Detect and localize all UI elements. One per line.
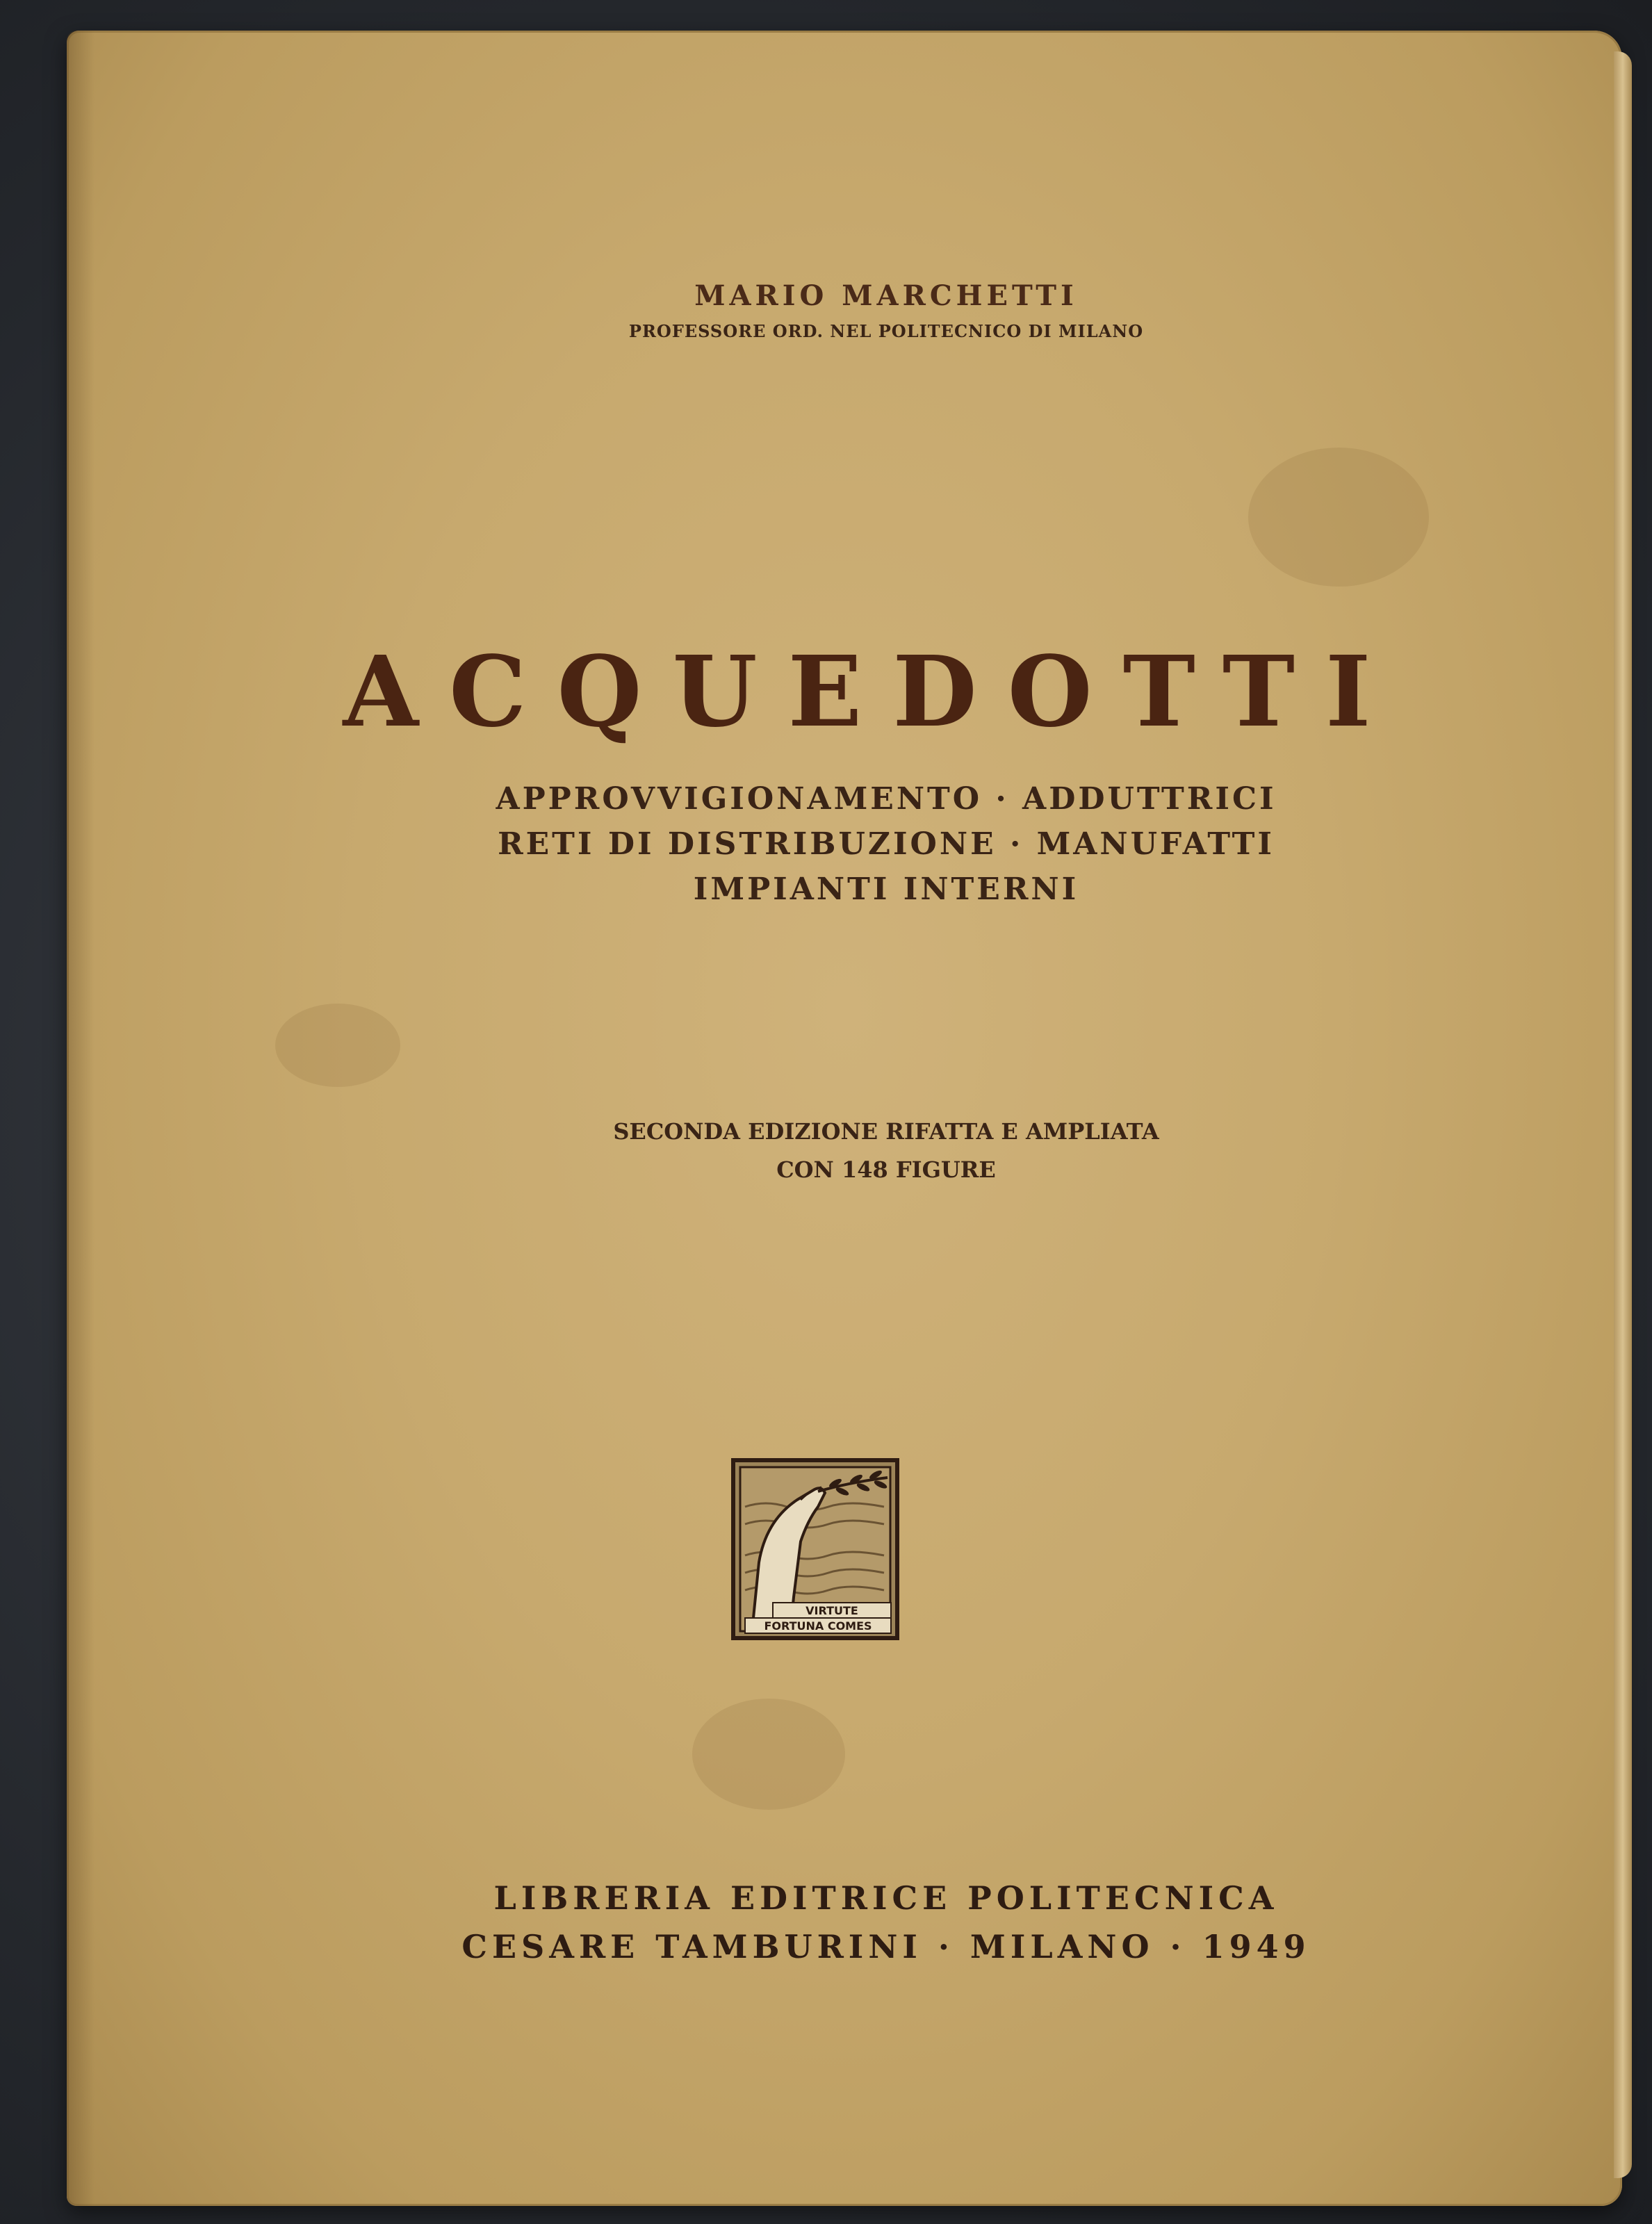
subtitle-line: RETI DI DISTRIBUZIONE · MANUFATTI [498, 826, 1275, 862]
edition-line: CON 148 FIGURE [776, 1156, 996, 1183]
paper-stain [1248, 448, 1429, 587]
book-title: ACQUEDOTTI [343, 635, 1402, 749]
book-cover [67, 31, 1622, 2206]
hand-holding-laurel-emblem-icon [731, 1458, 899, 1640]
subtitle-line: IMPIANTI INTERNI [693, 872, 1079, 907]
page-edge [1614, 51, 1632, 2178]
spine-shadow [67, 31, 95, 2206]
emblem-motto-line: FORTUNA COMES [764, 1619, 872, 1633]
emblem-motto-line: VIRTUTE [805, 1604, 858, 1617]
paper-stain [692, 1699, 845, 1810]
author-affiliation: PROFESSORE ORD. NEL POLITECNICO DI MILANO [628, 321, 1144, 341]
subtitle-line: APPROVVIGIONAMENTO · ADDUTTRICI [496, 781, 1277, 817]
edition-line: SECONDA EDIZIONE RIFATTA E AMPLIATA [613, 1118, 1159, 1145]
publisher-line: LIBRERIA EDITRICE POLITECNICA [493, 1879, 1279, 1917]
author-name: MARIO MARCHETTI [694, 279, 1078, 312]
publisher-line: CESARE TAMBURINI · MILANO · 1949 [461, 1928, 1311, 1965]
paper-stain [275, 1004, 400, 1087]
